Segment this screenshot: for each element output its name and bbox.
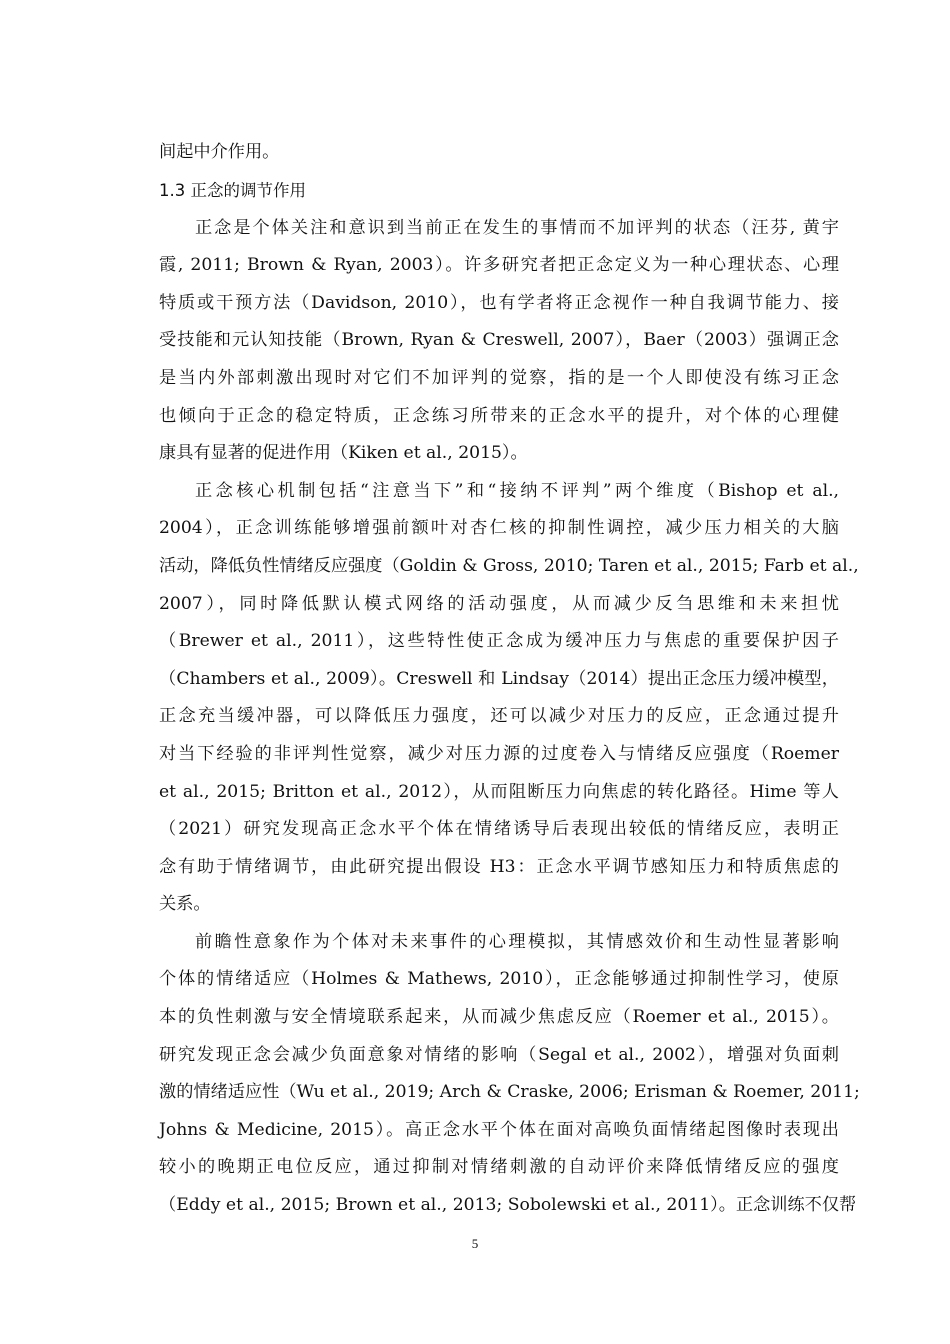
text-line: 较小的晚期正电位反应，通过抑制对情绪刺激的自动评价来降低情绪反应的强度 bbox=[159, 1157, 839, 1178]
text-line: 2004），正念训练能够增强前额叶对杏仁核的抑制性调控，减少压力相关的大脑 bbox=[159, 518, 839, 539]
text-line: et al., 2015; Britton et al., 2012），从而阻断压力向焦虑的转化路径。Hime 等人 bbox=[159, 781, 839, 802]
text-line: 对当下经验的非评判性觉察，减少对压力源的过度卷入与情绪反应强度（Roemer bbox=[159, 743, 839, 764]
text-line: Johns & Medicine, 2015）。高正念水平个体在面对高唤负面情绪起图像时表现出 bbox=[159, 1119, 839, 1140]
text-line: 特质或干预方法（Davidson, 2010），也有学者将正念视作一种自我调节能力、接 bbox=[159, 292, 839, 313]
text-line: （2021）研究发现高正念水平个体在情绪诱导后表现出较低的情绪反应，表明正 bbox=[159, 819, 839, 840]
text-line: 活动，降低负性情绪反应强度（Goldin & Gross, 2010; Taren et al., 2015; Farb et al., bbox=[159, 555, 859, 576]
text-line: 关系。 bbox=[159, 894, 211, 915]
text-line: 个体的情绪适应（Holmes & Mathews, 2010），正念能够通过抑制性学习，使原 bbox=[159, 969, 839, 990]
text-line: 康具有显著的促进作用（Kiken et al., 2015）。 bbox=[159, 443, 528, 464]
text-line: （Brewer et al., 2011），这些特性使正念成为缓冲压力与焦虑的重要保护因子 bbox=[159, 631, 839, 652]
text-line: 是当内外部刺激出现时对它们不加评判的觉察，指的是一个人即使没有练习正念 bbox=[159, 367, 839, 388]
text-line: 受技能和元认知技能（Brown, Ryan & Creswell, 2007），Baer（2003）强调正念 bbox=[159, 330, 839, 351]
text-line: 2007），同时降低默认模式网络的活动强度，从而减少反刍思维和未来担忧 bbox=[159, 593, 839, 614]
text-line: 霞, 2011; Brown & Ryan, 2003）。许多研究者把正念定义为一种心理状态、心理 bbox=[159, 255, 839, 276]
text-line: （Chambers et al., 2009）。Creswell 和 Lindsay（2014）提出正念压力缓冲模型， bbox=[159, 668, 839, 689]
text-line: 正念充当缓冲器，可以降低压力强度，还可以减少对压力的反应，正念通过提升 bbox=[159, 706, 839, 727]
text-line: 正念核心机制包括“注意当下”和“接纳不评判”两个维度（Bishop et al., bbox=[195, 480, 839, 501]
text-line: 间起中介作用。 bbox=[159, 142, 280, 162]
text-line: 念有助于情绪调节，由此研究提出假设 H3：正念水平调节感知压力和特质焦虑的 bbox=[159, 856, 839, 877]
text-line: 研究发现正念会减少负面意象对情绪的影响（Segal et al., 2002），增强对负面刺 bbox=[159, 1044, 839, 1065]
text-line: 本的负性刺激与安全情境联系起来，从而减少焦虑反应（Roemer et al., 2015）。 bbox=[159, 1007, 839, 1028]
text-line: 也倾向于正念的稳定特质，正念练习所带来的正念水平的提升，对个体的心理健 bbox=[159, 405, 839, 426]
text-line: 前瞻性意象作为个体对未来事件的心理模拟，其情感效价和生动性显著影响 bbox=[195, 931, 839, 952]
body-text bbox=[159, 134, 860, 1225]
page-number: 5 bbox=[471, 1236, 479, 1251]
section-heading: 1.3 正念的调节作用 bbox=[159, 180, 306, 200]
text-line: （Eddy et al., 2015; Brown et al., 2013; Sobolewski et al., 2011）。正念训练不仅帮 bbox=[159, 1195, 857, 1216]
text-line: 激的情绪适应性（Wu et al., 2019; Arch & Craske, 2006; Erisman & Roemer, 2011; bbox=[159, 1082, 860, 1103]
text-line: 正念是个体关注和意识到当前正在发生的事情而不加评判的状态（汪芬, 黄宇 bbox=[195, 217, 839, 238]
